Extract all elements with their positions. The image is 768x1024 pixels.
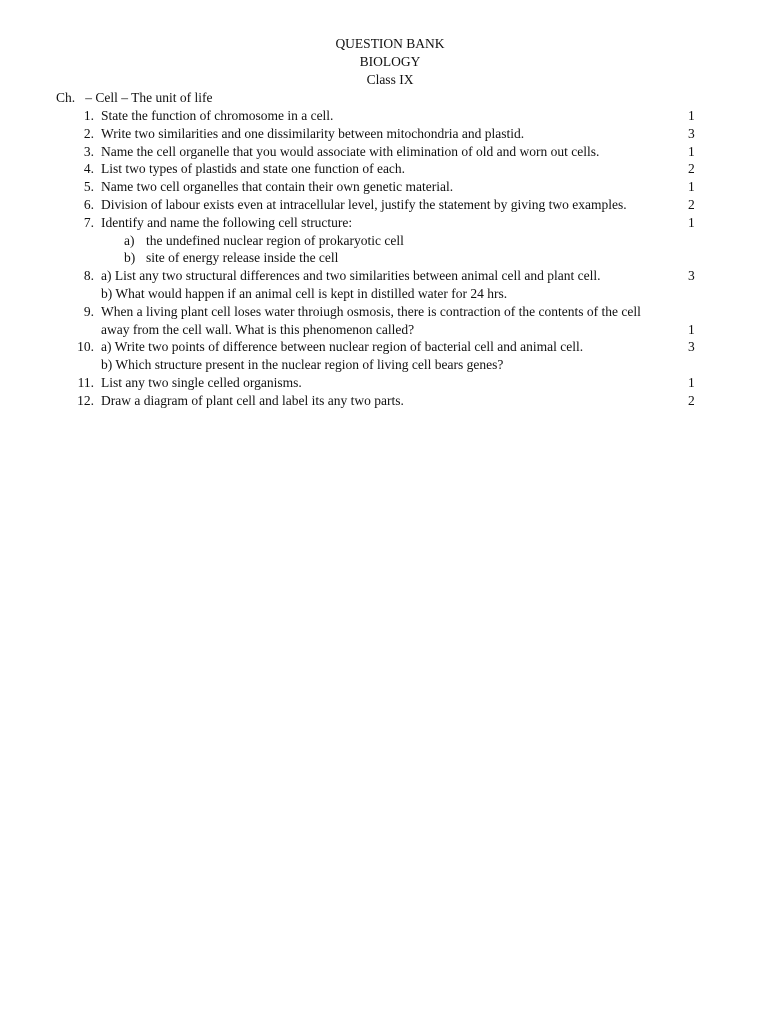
question-continuation [0,321,768,339]
question-item [0,303,768,321]
question-marks: 2 [688,196,695,212]
question-item [0,374,768,392]
question-item [0,178,768,196]
question-list [0,107,768,410]
question-text: List two types of plastids and state one function of each. [101,161,406,177]
sub-question-item [0,249,768,267]
class-heading: Class IX [366,72,414,87]
question-text: a) Write two points of difference between nuclear region of bacterial cell and animal cell. [101,339,584,355]
question-marks: 1 [688,143,695,159]
question-continuation-text: b) What would happen if an animal cell is kept in distilled water for 24 hrs. [101,285,508,301]
question-text: Name the cell organelle that you would associate with elimination of old and worn out cells. [101,143,600,159]
question-item [0,143,768,161]
question-item [0,214,768,232]
question-marks: 3 [688,125,695,141]
document-title: QUESTION BANK [335,36,445,51]
question-text: State the function of chromosome in a cell. [101,108,334,123]
question-item [0,392,768,410]
question-item [0,160,768,178]
chapter-title: Ch. – Cell – The unit of life [56,90,213,105]
question-number: 8. [83,268,94,284]
question-text: Draw a diagram of plant cell and label its any two parts. [101,392,404,408]
question-marks: 1 [688,374,695,390]
question-item [0,107,768,125]
sub-question-label: a) [124,232,135,248]
question-text: Write two similarities and one dissimilarity between mitochondria and plastid. [101,125,525,141]
question-number: 6. [83,196,94,212]
question-continuation [0,285,768,303]
question-number: 5. [83,179,94,195]
sub-question-label: b) [124,250,136,266]
question-number: 12. [77,392,94,408]
sub-question-text: the undefined nuclear region of prokaryotic cell [146,232,404,248]
question-marks: 3 [688,339,695,355]
question-text: a) List any two structural differences and two similarities between animal cell and plant cell. [101,268,601,284]
question-number: 7. [83,214,94,230]
question-number: 2. [83,125,94,141]
question-item [0,338,768,356]
question-text: Name two cell organelles that contain their own genetic material. [101,179,454,195]
question-item [0,196,768,214]
subject-heading: BIOLOGY [359,54,421,69]
question-continuation-text: b) Which structure present in the nuclear region of living cell bears genes? [101,357,504,373]
question-text: Identify and name the following cell structure: [101,214,353,230]
question-marks: 1 [688,321,695,337]
question-text: List any two single celled organisms. [101,374,302,390]
sub-question-text: site of energy release inside the cell [146,250,339,266]
question-number: 9. [83,303,94,319]
question-text: Division of labour exists even at intracellular level, justify the statement by giving two examples. [101,196,627,212]
question-item [0,125,768,143]
question-number: 3. [83,143,94,159]
question-item [0,267,768,285]
question-text: When a living plant cell loses water throiugh osmosis, there is contraction of the contents of the cell [101,303,641,319]
sub-question-item [0,232,768,250]
question-marks: 1 [688,214,695,230]
question-number: 11. [77,374,94,390]
question-number: 1. [83,108,94,123]
question-marks: 2 [688,161,695,177]
question-marks: 3 [688,268,695,284]
question-continuation [0,356,768,374]
question-number: 10. [77,339,94,355]
question-marks: 1 [688,108,695,123]
question-number: 4. [83,161,94,177]
question-marks: 1 [688,179,695,195]
question-marks: 2 [688,392,695,408]
question-continuation-text: away from the cell wall. What is this phenomenon called? [101,321,415,337]
